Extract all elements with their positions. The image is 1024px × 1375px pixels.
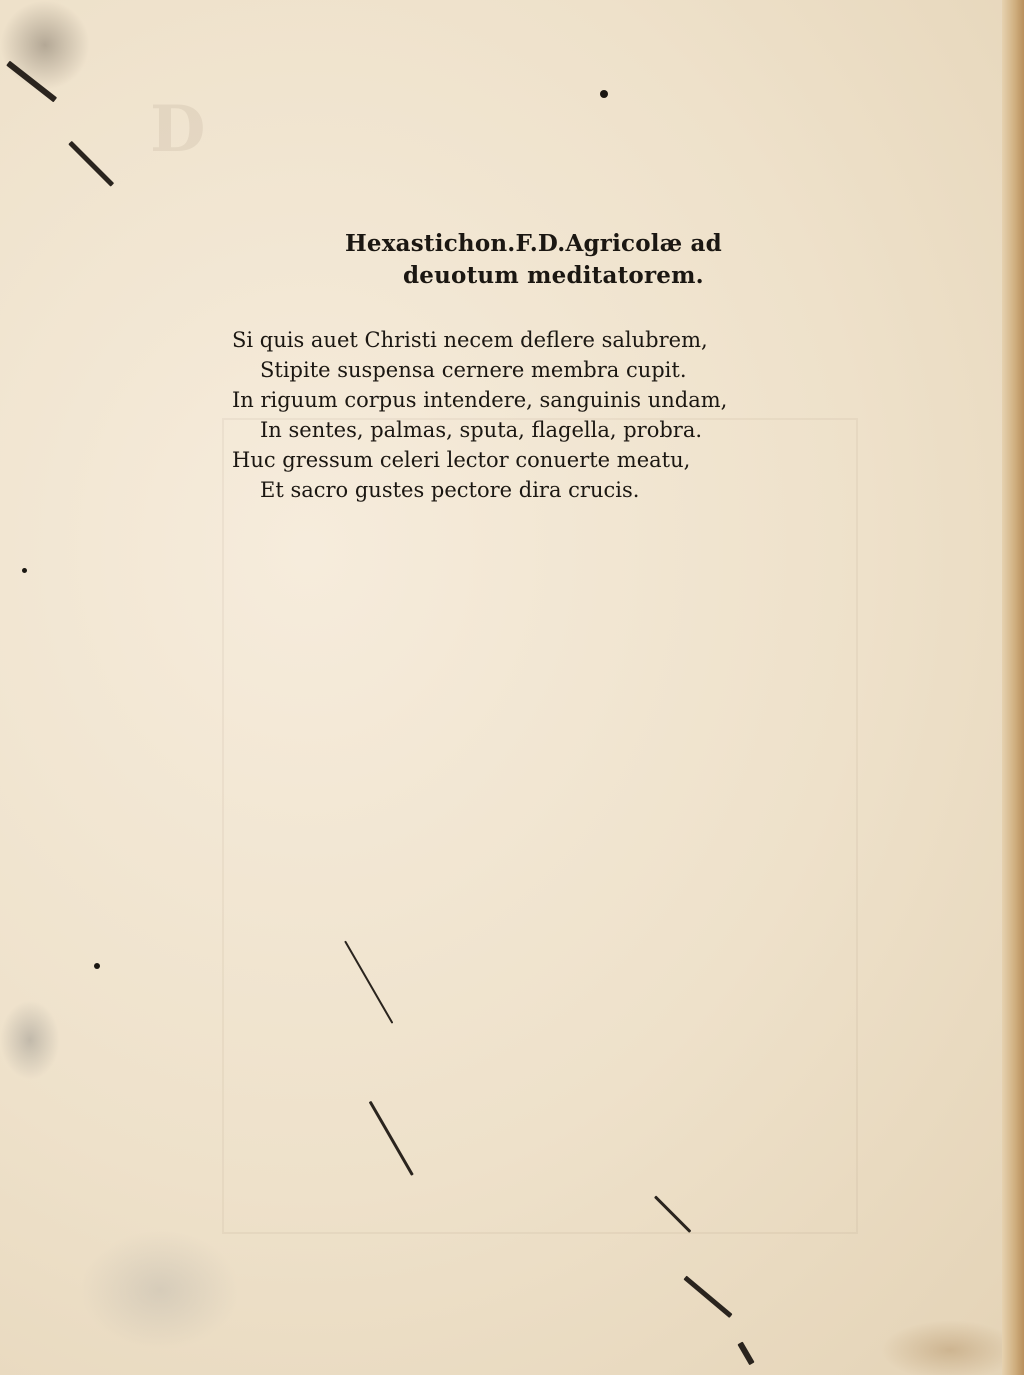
ink-dot xyxy=(22,568,27,573)
ink-dot xyxy=(600,90,608,98)
verse-line: In sentes, palmas, sputa, flagella, probra. xyxy=(260,418,703,442)
verse-line: In riguum corpus intendere, sanguinis undam, xyxy=(232,388,728,412)
verse-line: Stipite suspensa cernere membra cupit. xyxy=(260,358,687,382)
ink-mark xyxy=(737,1342,754,1366)
ink-mark xyxy=(683,1276,732,1318)
show-through-woodcut-frame xyxy=(222,418,858,1234)
stain xyxy=(0,1000,60,1080)
binding-edge xyxy=(1002,0,1024,1375)
stain xyxy=(80,1230,240,1350)
verse-line: Et sacro gustes pectore dira crucis. xyxy=(260,478,640,502)
ink-dot xyxy=(94,963,100,969)
heading-line-2: deuotum meditatorem. xyxy=(403,262,704,289)
stain xyxy=(0,0,90,90)
ink-mark xyxy=(68,141,114,187)
poem-heading xyxy=(345,228,722,292)
verse-block xyxy=(232,325,727,505)
show-through-heading: D​ xyxy=(150,92,208,167)
verse-line: Si quis auet Christi necem deflere salubrem, xyxy=(232,328,708,352)
verse-line: Huc gressum celeri lector conuerte meatu, xyxy=(232,448,691,472)
heading-line-1: Hexastichon.F.D.Agricolæ ad xyxy=(345,230,722,257)
stain xyxy=(880,1320,1020,1375)
